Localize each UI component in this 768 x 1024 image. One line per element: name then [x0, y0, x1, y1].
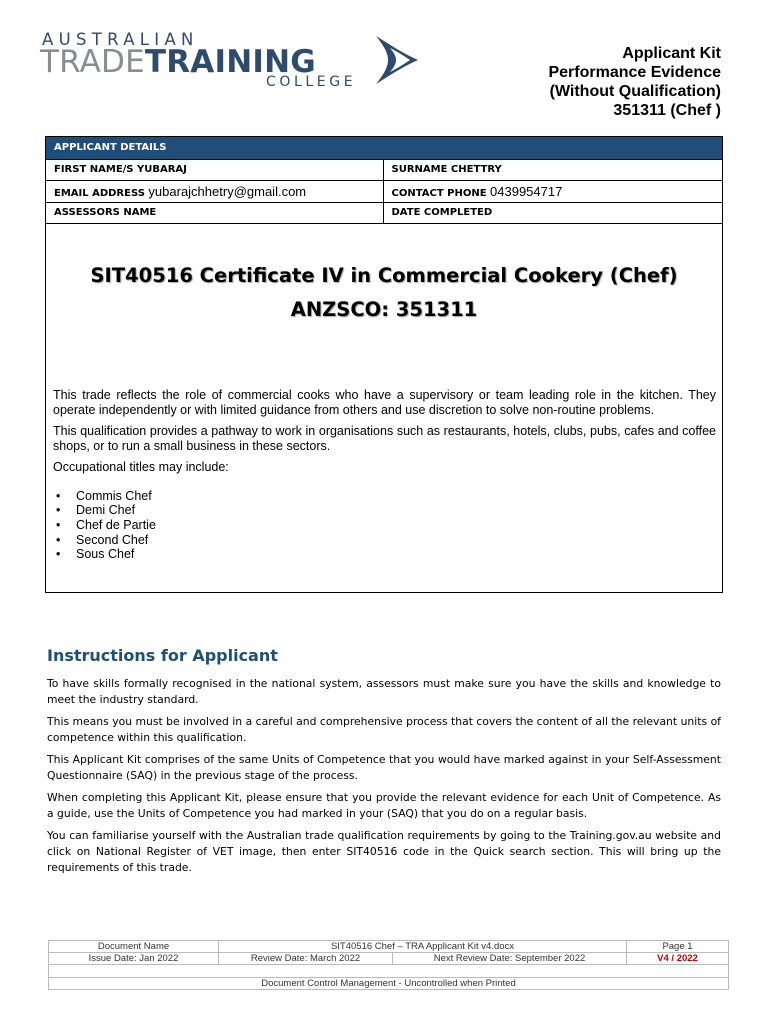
- instruction-paragraph: This means you must be involved in a careful and comprehensive process that covers the content of all the relevant units of competence within this qualification.: [47, 715, 721, 744]
- phone-cell: [383, 181, 722, 203]
- footer-row: [49, 978, 729, 990]
- assessor-cell: [46, 202, 383, 224]
- qualification-title: [46, 259, 722, 327]
- instruction-paragraph: This Applicant Kit comprises of the same Units of Competence that you would have marked against in your Self-Assessment Questionnaire (SAQ) in the previous stage of the process.: [47, 753, 721, 782]
- logo-line-college: COLLEGE: [266, 74, 357, 90]
- title-line: Performance Evidence: [548, 64, 721, 81]
- email-cell: [46, 181, 383, 203]
- instruction-paragraph: To have skills formally recognised in the national system, assessors must make sure you have the skills and knowledge to meet the industry standard.: [47, 677, 721, 706]
- next-review-date: Next Review Date: September 2022: [393, 953, 627, 965]
- title-line: Applicant Kit: [622, 45, 721, 62]
- instructions-heading: Instructions for Applicant: [47, 646, 278, 665]
- description-paragraph: Occupational titles may include:: [53, 460, 229, 474]
- surname-label: SURNAME: [391, 164, 448, 176]
- applicant-details-heading: APPLICANT DETAILS: [46, 137, 722, 159]
- table-row: [46, 159, 722, 181]
- version-badge: V4 / 2022: [627, 953, 729, 965]
- applicant-details-table: [46, 137, 722, 224]
- document-title: [548, 44, 721, 120]
- qualification-description: [53, 388, 716, 562]
- description-paragraph: This trade reflects the role of commercial cooks who have a supervisory or team leading role in the kitchen. They operate independently or with limited guidance from others and use discretion to solve non-routine problems.: [53, 388, 716, 417]
- instruction-paragraph: You can familiarise yourself with the Australian trade qualification requirements by going to the Training.gov.au website and click on National Register of VET image, then enter SIT40516 code in the Quick search section. This will bring up the requirements of this trade.: [47, 829, 721, 874]
- list-item: • Chef de Partie: [53, 518, 716, 533]
- logo-trade: TRADE: [40, 44, 145, 80]
- table-row: [46, 181, 722, 203]
- document-control-note: Document Control Management - Uncontrolled when Printed: [49, 978, 729, 990]
- list-item: • Demi Chef: [53, 503, 716, 518]
- list-item: • Sous Chef: [53, 547, 716, 562]
- first-name-value: YUBARAJ: [137, 164, 187, 176]
- logo-line-australian: AUSTRALIAN: [42, 30, 199, 49]
- description-paragraph: This qualification provides a pathway to work in organisations such as restaurants, hotels, clubs, pubs, cafes and coffee shops, or to run a small business in these sectors.: [53, 424, 716, 453]
- college-logo: [40, 30, 430, 92]
- first-name-cell: [46, 159, 383, 181]
- review-date: Review Date: March 2022: [219, 953, 393, 965]
- date-completed-label: DATE COMPLETED: [391, 207, 493, 219]
- doc-name-value: SIT40516 Chef – TRA Applicant Kit v4.docx: [219, 941, 627, 953]
- surname-cell: [383, 159, 722, 181]
- title-line: 351311 (Chef ): [613, 102, 721, 119]
- instruction-paragraph: When completing this Applicant Kit, please ensure that you provide the relevant evidence for each Unit of Competence. As a guide, use the Units of Competence you had marked in your (SAQ) that you do on a regular basis.: [47, 791, 721, 820]
- document-footer: [48, 940, 729, 990]
- surname-value: CHETTRY: [450, 164, 502, 176]
- email-value: yubarajchhetry@gmail.com: [148, 183, 307, 199]
- page-number: Page 1: [627, 941, 729, 953]
- certificate-name: SIT40516 Certificate IV in Commercial Cookery (Chef): [90, 264, 678, 287]
- phone-label: CONTACT PHONE: [391, 187, 487, 199]
- list-item: • Commis Chef: [53, 489, 716, 504]
- instructions-body: [47, 676, 721, 882]
- footer-spacer: [49, 965, 729, 978]
- phone-value: 0439954717: [490, 183, 563, 199]
- applicant-details-box: [45, 136, 723, 593]
- logo-arrow-icon: [370, 34, 422, 86]
- table-header-row: [46, 137, 722, 159]
- table-row: [46, 202, 722, 224]
- issue-date: Issue Date: Jan 2022: [49, 953, 219, 965]
- occupational-titles-list: [53, 489, 716, 563]
- first-name-label: FIRST NAME/S: [54, 164, 134, 176]
- footer-row: [49, 941, 729, 953]
- email-label: EMAIL ADDRESS: [54, 187, 145, 199]
- footer-spacer-row: [49, 965, 729, 978]
- doc-name-label: Document Name: [49, 941, 219, 953]
- footer-row: [49, 953, 729, 965]
- logo-training: TRAINING: [144, 44, 316, 80]
- date-completed-cell: [383, 202, 722, 224]
- title-line: (Without Qualification): [549, 83, 721, 100]
- list-item: • Second Chef: [53, 533, 716, 548]
- anzsco-code: ANZSCO: 351311: [290, 298, 478, 321]
- assessor-label: ASSESSORS NAME: [54, 207, 157, 219]
